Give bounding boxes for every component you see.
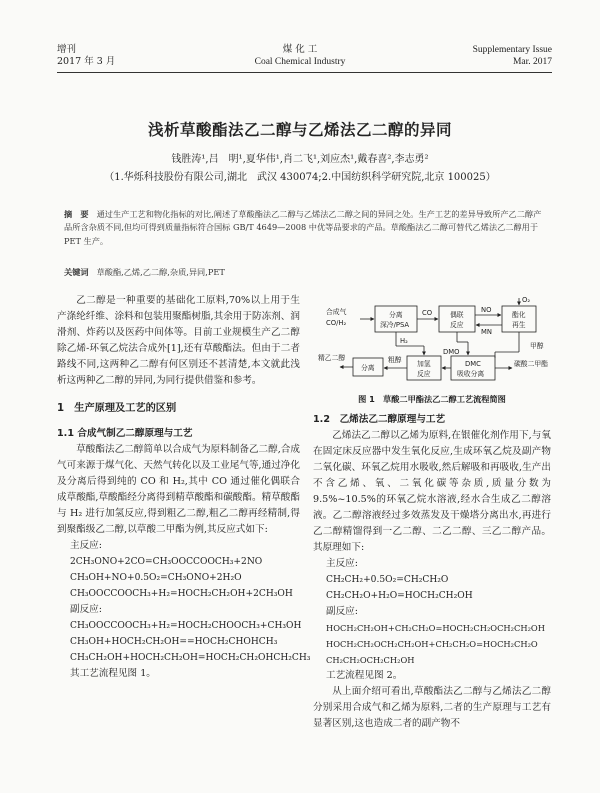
paper-title: 浅析草酸酯法乙二醇与乙烯法乙二醇的异同 (147, 121, 452, 139)
abstract-text: 通过生产工艺和物化指标的对比,阐述了草酸酯法乙二醇与乙烯法乙二醇之间的异同之处。生产工艺的差异导致所产乙二醇产品所含杂质不同,但均可得到质量指标符合国标 GB/T 4649—2008 中优等品要求的产品。草酸酯法乙二醇可替代乙烯法乙二醇用于 PET 生产。 (64, 209, 542, 246)
syngas-sub-label: CO/H₂ (326, 319, 347, 327)
equation-continuation: CH₂CH₂OCH₂CH₂OH (326, 655, 415, 665)
separation-sub-label: 深冷/PSA (380, 321, 410, 329)
keywords-label: 关键词 (64, 267, 89, 277)
left-column (57, 293, 311, 682)
flow-reference: 工艺流程见图 2。 (326, 670, 403, 681)
equation: HOCH₂CH₂OCH₂CH₂OH+CH₂CH₂O=HOCH₂CH₂O (326, 639, 538, 649)
o2-stream-label: O₂ (522, 296, 531, 304)
process-flow-diagram (318, 296, 550, 392)
co-stream-label: CO (422, 309, 433, 317)
section-1-heading: 1 生产原理及工艺的区别 (57, 403, 177, 414)
methanol-stream-label: 甲醇 (530, 342, 544, 350)
equation: HOCH₂CH₂OH+CH₂CH₂O=HOCH₂CH₂OCH₂CH₂OH (326, 623, 545, 633)
abstract-label: 摘 要 (64, 209, 89, 219)
header-supplement-label: Supplementary Issue (472, 45, 552, 55)
equation: CH₃OH+HOCH₂CH₂OH==HOCH₂CHOHCH₃ (70, 637, 278, 647)
keywords-text: 草酸酯,乙烯,乙二醇,杂质,异同,PET (96, 267, 225, 277)
dmc-label: DMC (465, 360, 481, 368)
header-supplement-date: Mar. 2017 (512, 57, 552, 67)
equation: 2CH₃ONO+2CO=CH₃OOCCOOCH₃+2NO (70, 557, 263, 567)
main-reaction-label: 主反应: (326, 558, 359, 569)
side-reaction-label: 副反应: (70, 604, 103, 615)
dmc-output-label: 碳酸二甲酯 (514, 360, 548, 368)
final-separation-label: 分离 (361, 364, 375, 372)
esterification-label: 酯化 (512, 311, 526, 319)
figure-caption: 图 1 草酸二甲酯法乙二醇工艺流程简图 (358, 394, 506, 404)
coupling-label: 偶联 (450, 311, 464, 319)
equation: CH₂CH₂+0.5O₂=CH₂CH₂O (326, 575, 449, 585)
syngas-label: 合成气 (326, 308, 347, 316)
hydrogenation-sub-label: 反应 (417, 370, 431, 378)
affiliations: （1.华烁科技股份有限公司,湖北 武汉 430074;2.中国纺织科学研究院,北京 100025） (104, 172, 496, 183)
header-rule (57, 72, 552, 73)
section-1-2-paragraph: 乙烯法乙二醇以乙烯为原料,在银催化剂作用下,与氧在固定床反应器中发生氧化反应,生成环氧乙烷及副产物二氧化碳、环氧乙烷用水吸收,然后解吸和再吸收,生产出不含乙烯、氧、二氧化碳等杂质,质量分数为 9.5%~10.5%的环氧乙烷水溶液,经水合生成乙二醇溶液。乙二醇溶液经过多效蒸发及干燥塔分离出水,再进行乙二醇精馏得到一乙二醇、二乙二醇、三乙二醇产品。其原理如下: (313, 430, 551, 553)
header-issue-date: 2017 年 3 月 (57, 56, 116, 67)
product-label: 精乙二醇 (318, 354, 346, 362)
comparison-paragraph: 从上面介绍可看出,草酸酯法乙二醇与乙烯法乙二醇分别采用合成气和乙烯为原料,二者的生产原理与工艺有显著区别,这也造成二者的副产物不 (313, 686, 551, 729)
author-list: 钱胜涛¹,吕 明¹,夏华伟¹,肖二飞¹,刘应杰¹,戴春喜²,李志勇² (171, 154, 429, 165)
no-stream-label: NO (481, 306, 492, 314)
section-1-1-paragraph: 草酸酯法乙二醇简单以合成气为原料制备乙二醇,合成气可来源于煤气化、天然气转化以及工业尾气等,通过净化及分离后得到纯的 CO 和 H₂,其中 CO 通过催化偶联合成草酸酯,草酸酯经分离得到精草酸酯和碳酸酯。精草酸酯与 H₂ 进行加氢反应,得到粗乙二醇,粗乙二醇再经精制,得到聚酯级乙二醇,以草酸二甲酯为例,其反应式如下: (57, 444, 300, 535)
hydrogenation-label: 加氢 (417, 360, 431, 368)
flow-reference: 其工艺流程见图 1。 (70, 668, 156, 679)
dmc-sub-label: 吸收分离 (457, 370, 485, 378)
equation: CH₃CH₂OH+HOCH₂CH₂OH=HOCH₂CH₂OHCH₂CH₃ (70, 653, 311, 663)
side-reaction-label: 副反应: (326, 606, 359, 617)
right-column (313, 412, 551, 732)
coupling-sub-label: 反应 (450, 321, 464, 329)
equation: CH₃OH+NO+0.5O₂=CH₃ONO+2H₂O (70, 573, 242, 583)
equation: CH₃OOCCOOCH₃+H₂=HOCH₂CHOOCH₃+CH₃OH (70, 621, 302, 631)
abstract (64, 208, 544, 248)
separation-label: 分离 (389, 311, 403, 319)
header-issue-label: 增刊 (57, 44, 77, 55)
section-1-2-heading: 1.2 乙烯法乙二醇原理与工艺 (313, 414, 446, 425)
mn-stream-label: MN (481, 328, 492, 336)
esterification-sub-label: 再生 (512, 321, 526, 329)
crude-alcohol-label: 粗醇 (388, 356, 402, 364)
section-1-1-heading: 1.1 合成气制乙二醇原理与工艺 (57, 428, 193, 439)
h2-stream-label: H₂ (400, 337, 408, 345)
header-supplement (473, 44, 552, 68)
process-flow-figure (318, 296, 550, 392)
dmo-stream-label: DMO (443, 348, 460, 356)
main-reaction-label: 主反应: (70, 540, 103, 551)
keywords (64, 266, 544, 278)
intro-paragraph: 乙二醇是一种重要的基础化工原料,70%以上用于生产涤纶纤维、涂料和包装用聚酯树脂,其余用于防冻剂、润滑剂、炸药以及医药中间体等。目前工业规模生产乙二醇除乙烯-环氧乙烷法合成外[1],还有草酸酯法。但由于二者路线不同,这两种乙二醇有何区别还不甚清楚,本文就此浅析这两种乙二醇的异同,为同行提供借鉴和参考。 (57, 295, 300, 386)
header-journal-cn: 煤 化 工 (282, 44, 318, 55)
header-journal-en: Coal Chemical Industry (254, 57, 346, 67)
equation: CH₃OOCCOOCH₃+H₂=HOCH₂CH₂OH+2CH₃OH (70, 589, 293, 599)
equation: CH₂CH₂O+H₂O=HOCH₂CH₂OH (326, 591, 473, 601)
